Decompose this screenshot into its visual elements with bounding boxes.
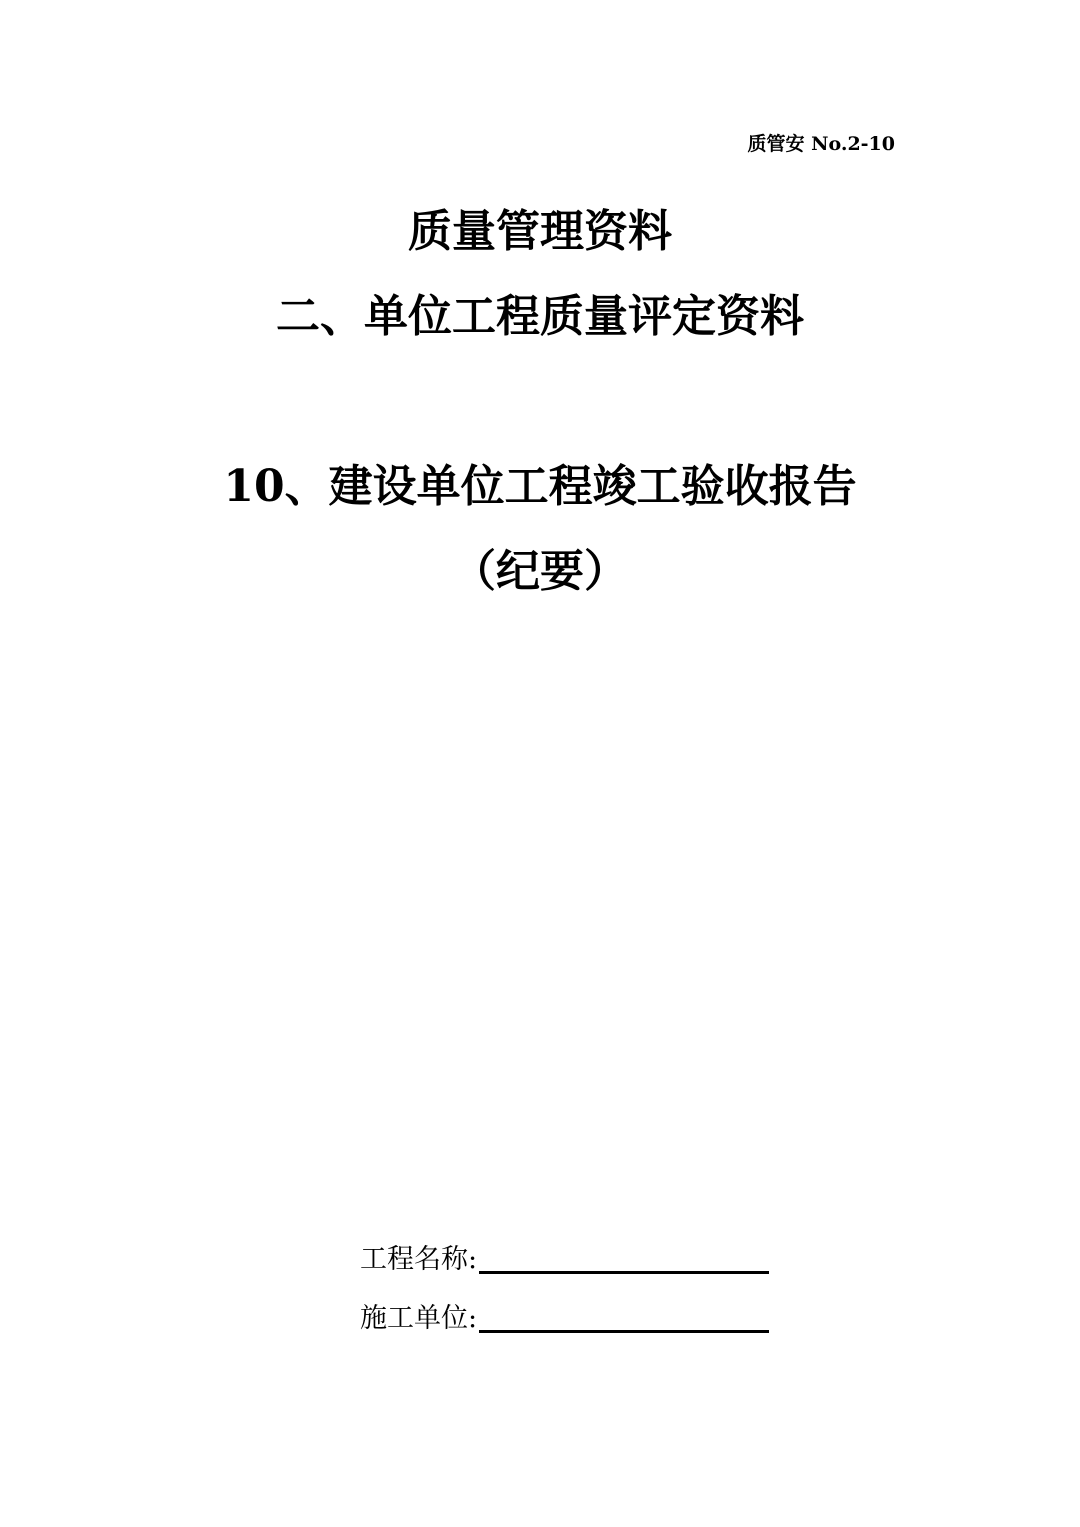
section-title: 二、单位工程质量评定资料 [276, 291, 804, 342]
construction-unit-blank-line [479, 1330, 769, 1333]
project-name-label: 工程名称: [360, 1244, 478, 1275]
report-subtitle: （纪要） [452, 546, 628, 597]
project-name-blank-line [479, 1271, 769, 1274]
document-code: 质管安 No.2-10 [747, 133, 895, 155]
construction-unit-field [360, 1297, 769, 1337]
main-title: 质量管理资料 [408, 206, 672, 257]
report-title: 10、建设单位工程竣工验收报告 [223, 461, 857, 512]
construction-unit-label: 施工单位: [360, 1303, 478, 1334]
project-name-field [360, 1238, 769, 1278]
